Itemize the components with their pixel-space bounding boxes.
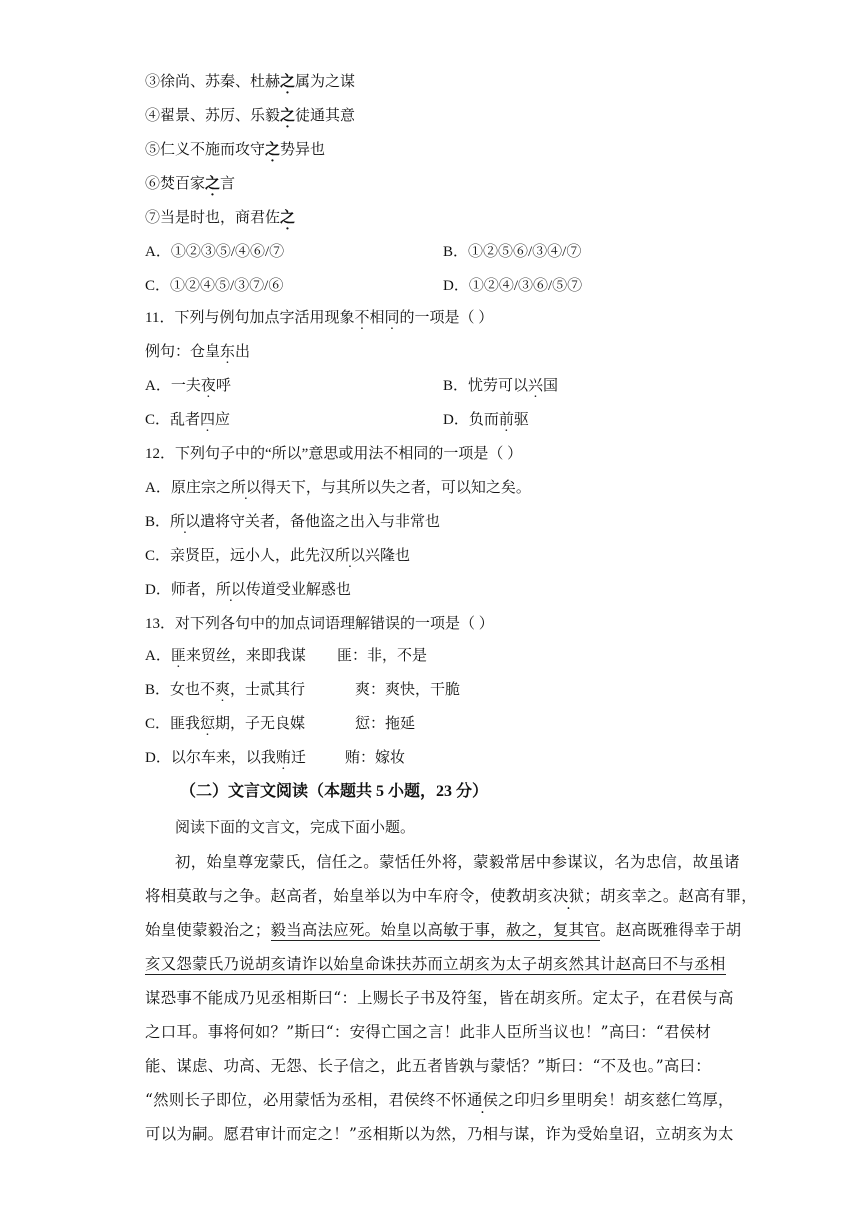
q10-item-5: ⑤仁义不施而攻守之势异也 bbox=[145, 142, 326, 158]
section-heading: （二）文言文阅读（本题共 5 小题，23 分） bbox=[180, 783, 489, 800]
q12-stem: 12．下列句子中的“所以”意思或用法不相同的一项是（ ） bbox=[145, 446, 523, 462]
q12-option-b: B．所以遣将守关者，备他盗之出入与非常也 bbox=[145, 514, 441, 530]
passage-line-3: 始皇使蒙毅治之；毅当高法应死。始皇以高敏于事，赦之，复其官。赵高既雅得幸于胡 bbox=[145, 921, 742, 939]
q13-option-a: A．匪来贸丝，来即我谋 bbox=[145, 648, 306, 664]
passage-line-6: 之口耳。事将何如？”斯曰“：安得亡国之言！此非人臣所当议也！”高曰：“君侯材 bbox=[145, 1023, 712, 1041]
q13-option-b: B．女也不爽，士贰其行 bbox=[145, 682, 306, 698]
passage-line-9: 可以为嗣。愿君审计而定之！”丞相斯以为然，乃相与谋，诈为受始皇诏，立胡亥为太 bbox=[145, 1125, 734, 1143]
q10-option-c: C．①②④⑤/③⑦/⑥ bbox=[145, 278, 284, 294]
q13-option-b-gloss: 爽：爽快，干脆 bbox=[355, 682, 461, 698]
passage-line-4: 亥又怨蒙氏乃说胡亥请诈以始皇命诛扶苏而立胡亥为太子胡亥然其计赵高曰不与丞相 bbox=[145, 955, 726, 973]
q11-example: 例句：仓皇东出 bbox=[145, 344, 251, 360]
q13-option-a-gloss: 匪：非，不是 bbox=[337, 648, 428, 664]
q13-option-c-gloss: 愆：拖延 bbox=[355, 716, 416, 732]
passage-line-2: 将相莫敢与之争。赵高者，始皇举以为中车府令，使教胡亥决狱；胡亥幸之。赵高有罪， bbox=[145, 887, 757, 905]
q10-option-a: A．①②③⑤/④⑥/⑦ bbox=[145, 244, 285, 260]
q12-option-d: D．师者，所以传道受业解惑也 bbox=[145, 582, 351, 598]
q13-option-c: C．匪我愆期，子无良媒 bbox=[145, 716, 306, 732]
q11-option-b: B．忧劳可以兴国 bbox=[443, 378, 559, 394]
passage-line-1: 初，始皇尊宠蒙氏，信任之。蒙恬任外将，蒙毅常居中参谋议，名为忠信，故虽诸 bbox=[175, 853, 740, 871]
q10-item-3: ③徐尚、苏秦、杜赫之属为之谋 bbox=[145, 74, 356, 90]
q10-item-4: ④翟景、苏厉、乐毅之徒通其意 bbox=[145, 108, 356, 124]
underlined-sentence: 毅当高法应死。始皇以高敏于事，赦之，复其官 bbox=[270, 921, 601, 939]
q11-option-c: C．乱者四应 bbox=[145, 412, 231, 428]
q10-item-6: ⑥焚百家之言 bbox=[145, 176, 236, 192]
q11-option-d: D．负而前驱 bbox=[443, 412, 529, 428]
q13-option-d-gloss: 贿：嫁妆 bbox=[345, 750, 406, 766]
section-instruction: 阅读下面的文言文，完成下面小题。 bbox=[175, 820, 416, 836]
q13-option-d: D．以尔车来，以我贿迁 bbox=[145, 750, 306, 766]
passage-line-7: 能、谋虑、功高、无怨、长子信之，此五者皆孰与蒙恬？”斯曰：“不及也。”高曰： bbox=[145, 1057, 711, 1075]
q12-option-a: A．原庄宗之所以得天下，与其所以失之者，可以知之矣。 bbox=[145, 480, 531, 496]
passage-line-8: “然则长子即位，必用蒙恬为丞相，君侯终不怀通侯之印归乡里明矣！胡亥慈仁笃厚， bbox=[145, 1091, 734, 1109]
q11-stem: 11．下列与例句加点字活用现象不相同的一项是（ ） bbox=[145, 310, 494, 326]
q11-option-a: A．一夫夜呼 bbox=[145, 378, 231, 394]
passage-line-5: 谋恐事不能成乃见丞相斯曰“：上赐长子书及符玺，皆在胡亥所。定太子，在君侯与高 bbox=[145, 989, 734, 1007]
q13-stem: 13．对下列各句中的加点词语理解错误的一项是（ ） bbox=[145, 616, 494, 632]
q10-item-7: ⑦当是时也，商君佐之 bbox=[145, 210, 296, 226]
q10-option-d: D．①②④/③⑥/⑤⑦ bbox=[443, 278, 583, 294]
q12-option-c: C．亲贤臣，远小人，此先汉所以兴隆也 bbox=[145, 548, 411, 564]
q10-option-b: B．①②⑤⑥/③④/⑦ bbox=[443, 244, 582, 260]
